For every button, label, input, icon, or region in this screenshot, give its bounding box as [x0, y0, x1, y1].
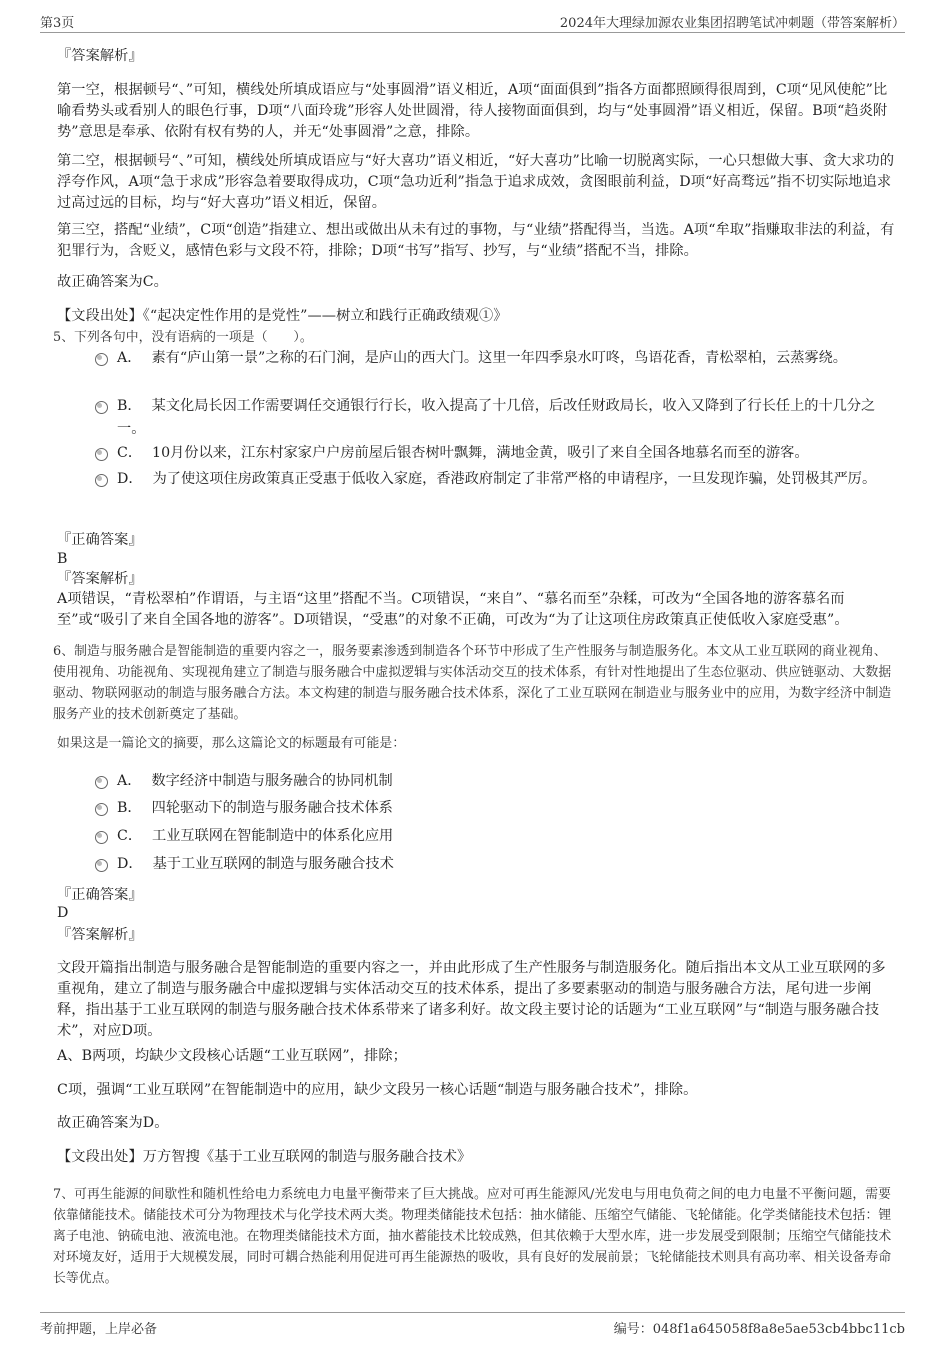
q4-analysis-para1-block — [57, 80, 895, 143]
option-letter: C． — [117, 828, 143, 844]
q5-stem-block — [53, 327, 891, 348]
q6-analysis-para1-block — [57, 958, 895, 1042]
option-letter: B． — [117, 800, 142, 816]
q5-option-a[interactable] — [95, 347, 895, 370]
q7-stem: 7、可再生能源的间歇性和随机性给电力系统电力电量平衡带来了巨大挑战。应对可再生能源风/光发电与用电负荷之间的电力电量不平衡问题，需要依靠储能技术。储能技术可分为物理技术与化学技术两大类。物理类储能技术包括：抽水储能、压缩空气储能、飞轮储能。化学类储能技术包括：锂离子电池、钠硫电池、液流电池。在物理类储能技术方面，抽水蓄能技术比较成熟，但其依赖于大型水库，进一步发展受到限制；压缩空气储能技术对环境友好，适用于大规模发展，同时可耦合热能利用促进可再生能源热的吸收，具有良好的发展前景；飞轮储能技术则具有高功率、相关设备寿命长等优点。 — [53, 1187, 892, 1286]
q4-conclusion-block — [57, 272, 895, 293]
q6-stem: 6、制造与服务融合是智能制造的重要内容之一，服务要素渗透到制造各个环节中形成了生产性服务与制造服务化。本文从工业互联网的商业视角、使用视角、功能视角、实现视角建立了制造与服务融合中虚拟逻辑与实体活动交互的技术体系，有针对性地提出了生态位驱动、供应链驱动、大数据驱动、物联网驱动的制造与服务融合方法。本文构建的制造与服务融合技术体系，深化了工业互联网在制造业与服务业中的应用，为数字经济中制造服务产业的技术创新奠定了基础。 — [53, 644, 892, 722]
option-letter: C． — [117, 445, 143, 461]
q4-conclusion: 故正确答案为C。 — [57, 274, 168, 290]
q5-analysis-label: 『答案解析』 — [57, 571, 143, 587]
q4-analysis-para3: 第三空，搭配“业绩”，C项“创造”指建立、想出或做出从未有过的事物，与“业绩”搭配得当，当选。A项“牟取”指赚取非法的利益，有犯罪行为，含贬义，感情色彩与文段不符，排除；D项“书写”指写、抄写，与“业绩”搭配不当，排除。 — [57, 222, 895, 259]
option-text: 10月份以来，江东村家家户户房前屋后银杏树叶飘舞，满地金黄，吸引了来自全国各地慕名而至的游客。 — [152, 445, 809, 461]
q6-conclusion-block — [57, 1113, 895, 1134]
q4-analysis-label: 『答案解析』 — [57, 48, 143, 64]
q5-option-d[interactable] — [95, 468, 895, 491]
q5-analysis: A项错误，“青松翠柏”作谓语，与主语“这里”搭配不当。C项错误，“来自”、“慕名而至”杂糅，可改为“全国各地的游客慕名而至”或“吸引了来自全国各地的游客”。D项错误，“受惠”的对象不正确，可改为“为了让这项住房政策真正使低收入家庭受惠”。 — [57, 591, 849, 628]
radio-icon[interactable] — [95, 401, 108, 414]
option-text: 某文化局长因工作需要调任交通银行行长，收入提高了十几倍，后改任财政局长，收入又降到了行长任上的十几分之一。 — [117, 398, 876, 437]
option-letter: A． — [117, 773, 142, 789]
radio-icon[interactable] — [95, 776, 108, 789]
radio-icon[interactable] — [95, 448, 108, 461]
option-letter: B． — [117, 398, 142, 414]
option-text: 为了使这项住房政策真正受惠于低收入家庭，香港政府制定了非常严格的申请程序，一旦发现诈骗，处罚极其严厉。 — [152, 471, 877, 487]
q4-source: 【文段出处】《“起决定性作用的是党性”——树立和践行正确政绩观①》 — [57, 308, 508, 324]
q4-analysis-para3-block — [57, 220, 895, 262]
q6-source: 【文段出处】万方智搜《基于工业互联网的制造与服务融合技术》 — [57, 1149, 472, 1165]
q6-analysis-para2: A、B两项，均缺少文段核心话题“工业互联网”，排除； — [57, 1048, 407, 1064]
q6-analysis-para1: 文段开篇指出制造与服务融合是智能制造的重要内容之一，并由此形成了生产性服务与制造服务化。随后指出本文从工业互联网的多重视角，建立了制造与服务融合中虚拟逻辑与实体活动交互的技术体系，提出了多要素驱动的制造与服务融合方法，尾句进一步阐释，指出基于工业互联网的制造与服务融合技术体系带来了诸多利好。故文段主要讨论的话题为“工业互联网”与“制造与服务融合技术”，对应D项。 — [57, 960, 886, 1039]
document-title: 2024年大理绿加源农业集团招聘笔试冲刺题（带答案解析） — [559, 16, 905, 31]
footer-slogan: 考前押题，上岸必备 — [40, 1322, 158, 1337]
q5-answer-label-block — [57, 530, 895, 551]
option-text: 素有“庐山第一景”之称的石门涧，是庐山的西大门。这里一年四季泉水叮咚，鸟语花香，青松翠柏，云蒸雾绕。 — [151, 350, 847, 366]
page-header — [40, 10, 905, 33]
q4-analysis-label-block — [57, 46, 895, 67]
option-letter: D． — [117, 856, 143, 872]
q5-option-c[interactable] — [95, 442, 895, 465]
q4-analysis-para1: 第一空，根据顿号“、”可知，横线处所填成语应与“处事圆滑”语义相近，A项“面面俱到”指各方面都照顾得很周到，C项“见风使舵”比喻看势头或看别人的眼色行事，D项“八面玲珑”形容人处世圆滑，待人接物面面俱到，均与“处事圆滑”语义相近，保留。B项“趋炎附势”意思是奉承、依附有权有势的人，并无“处事圆滑”之意，排除。 — [57, 82, 888, 140]
q6-analysis-para3-block — [57, 1080, 895, 1101]
radio-icon[interactable] — [95, 803, 108, 816]
option-text: 四轮驱动下的制造与服务融合技术体系 — [151, 800, 393, 816]
q6-option-c[interactable] — [95, 825, 895, 848]
option-text: 工业互联网在智能制造中的体系化应用 — [152, 828, 394, 844]
q6-option-d[interactable] — [95, 853, 895, 876]
q5-analysis-block — [57, 589, 895, 631]
option-text: 基于工业互联网的制造与服务融合技术 — [152, 856, 394, 872]
option-letter: D． — [117, 471, 143, 487]
radio-icon[interactable] — [95, 831, 108, 844]
document-id: 编号：048f1a645058f8a8e5ae53cb4bbc11cb — [613, 1322, 905, 1337]
q4-source-block — [57, 306, 895, 327]
q5-answer-label: 『正确答案』 — [57, 532, 143, 548]
q5-answer-block — [57, 549, 895, 570]
q5-option-b[interactable] — [95, 395, 895, 441]
q6-analysis-para2-block — [57, 1046, 895, 1067]
q6-conclusion: 故正确答案为D。 — [57, 1115, 169, 1131]
q7-stem-block — [53, 1184, 895, 1289]
q6-stem-block — [53, 641, 895, 725]
q5-analysis-label-block — [57, 569, 895, 590]
q5-answer: B — [57, 551, 68, 567]
radio-icon[interactable] — [95, 353, 108, 366]
q6-question-block — [57, 733, 895, 754]
radio-icon[interactable] — [95, 474, 108, 487]
q6-analysis-label: 『答案解析』 — [57, 927, 143, 943]
option-letter: A． — [117, 350, 142, 366]
q6-analysis-para3: C项，强调“工业互联网”在智能制造中的应用，缺少文段另一核心话题“制造与服务融合技术”，排除。 — [57, 1082, 698, 1098]
q6-option-b[interactable] — [95, 797, 895, 820]
page-footer — [40, 1312, 905, 1339]
q6-question: 如果这是一篇论文的摘要，那么这篇论文的标题最有可能是： — [57, 736, 406, 751]
q6-answer-block — [57, 903, 895, 924]
q6-analysis-label-block — [57, 925, 895, 946]
q6-source-block — [57, 1147, 895, 1168]
q6-answer: D — [57, 905, 69, 921]
q6-option-a[interactable] — [95, 770, 895, 793]
q5-stem: 5、下列各句中，没有语病的一项是（ ）。 — [53, 330, 313, 345]
page-number: 第3页 — [40, 16, 75, 31]
q4-analysis-para2-block — [57, 151, 895, 214]
q6-answer-label: 『正确答案』 — [57, 887, 143, 903]
option-text: 数字经济中制造与服务融合的协同机制 — [151, 773, 393, 789]
q4-analysis-para2: 第二空，根据顿号“、”可知，横线处所填成语应与“好大喜功”语义相近，“好大喜功”比喻一切脱离实际，一心只想做大事、贪大求功的浮夸作风，A项“急于求成”形容急着要取得成功，C项“急功近利”指急于追求成效，贪图眼前利益，D项“好高骛远”指不切实际地追求过高过远的目标，均与“好大喜功”语义相近，保留。 — [57, 153, 895, 211]
radio-icon[interactable] — [95, 859, 108, 872]
